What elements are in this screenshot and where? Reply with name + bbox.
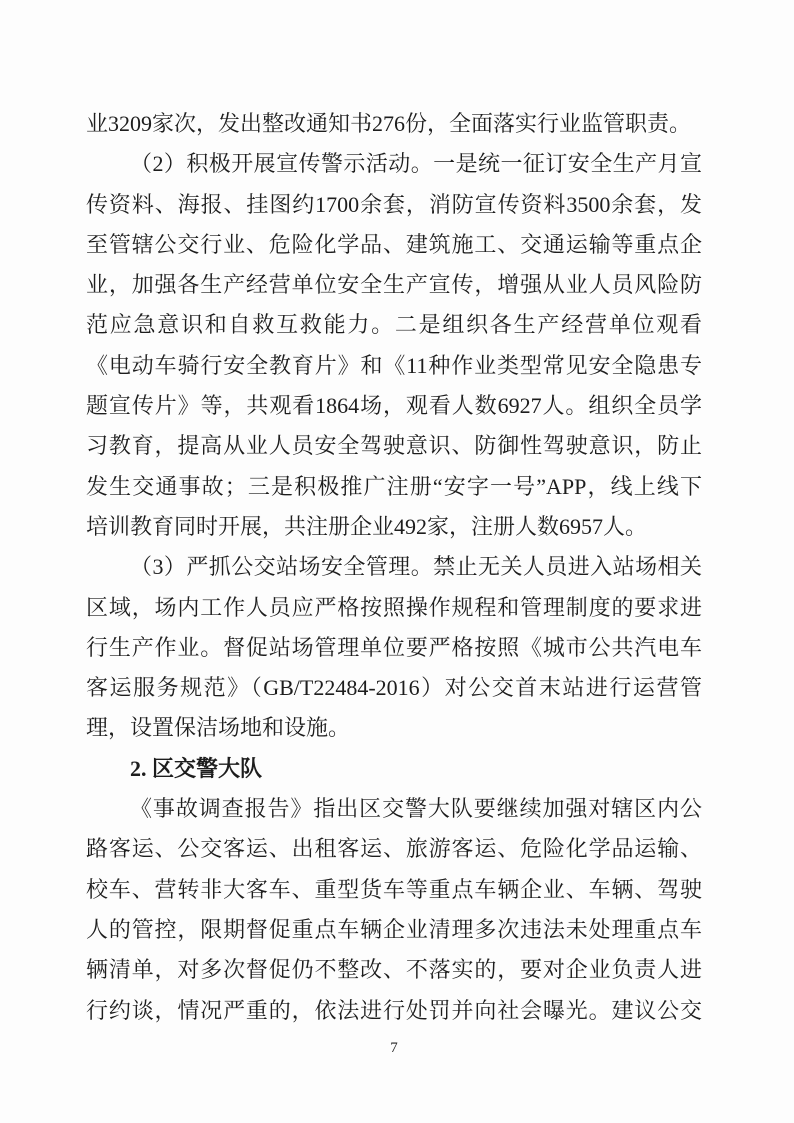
text-line: （3）严抓公交站场安全管理。禁止无关人员进入站场相关 <box>130 554 702 580</box>
text-line: 人的管控，限期督促重点车辆企业清理多次违法未处理重点车 <box>86 916 702 942</box>
text-line: 业3209家次，发出整改通知书276份，全面落实行业监管职责。 <box>86 111 692 136</box>
text-line: 客运服务规范》（GB/T22484-2016）对公交首末站进行运营管 <box>86 675 702 701</box>
text-line: 《电动车骑行安全教育片》和《11种作业类型常见安全隐患专 <box>86 352 702 378</box>
text-line: 行生产作业。督促站场管理单位要严格按照《城市公共汽电车 <box>86 634 702 660</box>
text-line: 业，加强各生产经营单位安全生产宣传，增强从业人员风险防 <box>86 272 702 298</box>
text-line: 发生交通事故；三是积极推广注册“安字一号”APP，线上线下 <box>86 473 702 499</box>
text-line: 行约谈，情况严重的，依法进行处罚并向社会曝光。建议公交 <box>86 997 702 1023</box>
text-line: 培训教育同时开展，共注册企业492家，注册人数6957人。 <box>86 513 648 539</box>
section-heading: 2. 区交警大队 <box>130 755 263 781</box>
page-number: 7 <box>390 1040 398 1056</box>
text-line: 习教育，提高从业人员安全驾驶意识、防御性驾驶意识，防止 <box>86 433 702 459</box>
text-line: 题宣传片》等，共观看1864场，观看人数6927人。组织全员学 <box>86 393 702 419</box>
text-line: 传资料、海报、挂图约1700余套，消防宣传资料3500余套，发 <box>86 191 702 217</box>
text-line: 校车、营转非大客车、重型货车等重点车辆企业、车辆、驾驶 <box>86 876 702 902</box>
text-line: 至管辖公交行业、危险化学品、建筑施工、交通运输等重点企 <box>86 231 702 257</box>
text-line: （2）积极开展宣传警示活动。一是统一征订安全生产月宣 <box>130 151 702 177</box>
text-line: 路客运、公交客运、出租客运、旅游客运、危险化学品运输、 <box>86 836 702 862</box>
text-block <box>86 104 702 1031</box>
text-line: 理，设置保洁场地和设施。 <box>86 715 351 741</box>
text-line: 《事故调查报告》指出区交警大队要继续加强对辖区内公 <box>130 796 702 822</box>
text-line: 辆清单，对多次督促仍不整改、不落实的，要对企业负责人进 <box>86 957 702 983</box>
text-line: 区域，场内工作人员应严格按照操作规程和管理制度的要求进 <box>86 594 702 620</box>
text-line: 范应急意识和自救互救能力。二是组织各生产经营单位观看 <box>86 312 702 338</box>
